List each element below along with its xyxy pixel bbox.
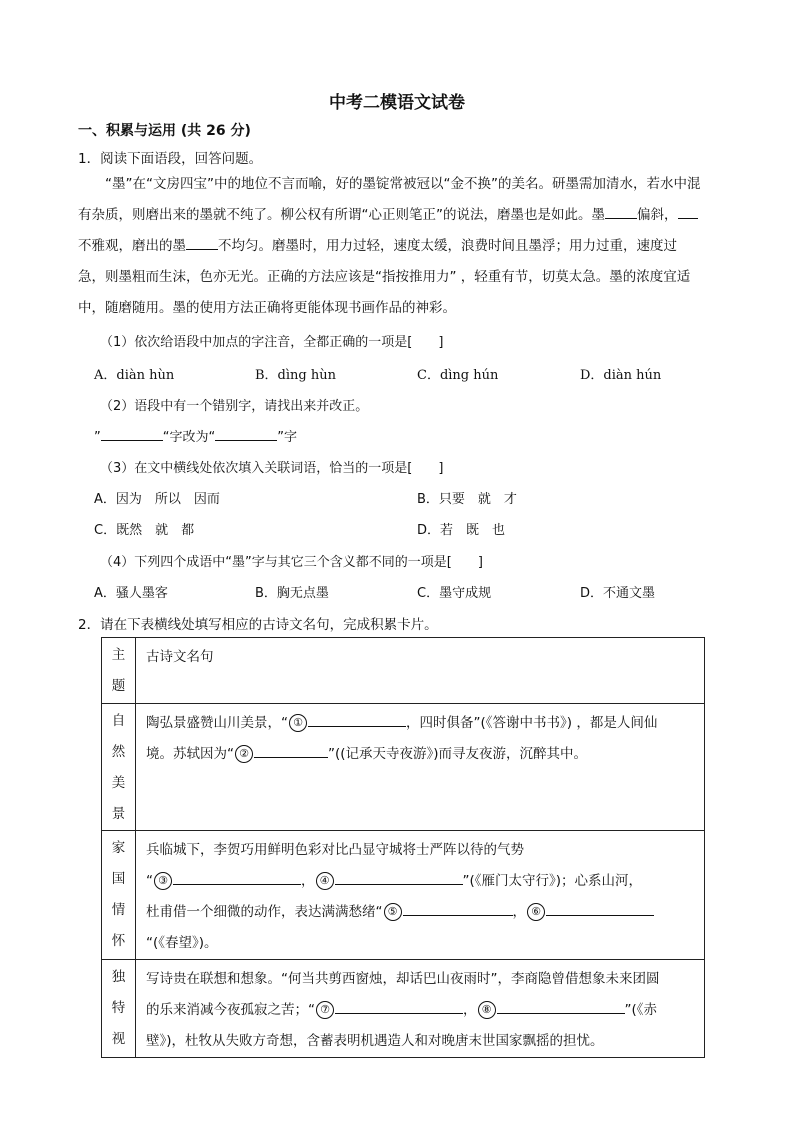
content-unique-perspective: 写诗贵在联想和想象。“何当共剪西窗烛，却话巴山夜雨时”，李商隐曾借想象未来团圆 的乐来消减今夜孤寂之苦；“ ⑦ ， ⑧ ”(《赤 壁》)，杜牧从失败方奇想，含蓄表明机遇造人和对晚唐末世国家飘摇的担忧。 [136,960,705,1058]
correct-char-blank[interactable] [215,428,277,441]
exam-title: 中考二模语文试卷 [329,93,465,113]
passage-line: “墨”在“文房四宝”中的地位不言而喻，好的墨锭常被冠以“金不换”的美名。研墨需加清水，若水中混 [105,176,701,192]
theme-unique-perspective: 独 特 视 [102,960,136,1058]
wrong-char-blank[interactable] [101,428,163,441]
passage-line: 中，随磨随用。墨的使用方法正确将更能体现书画作品的神彩。 [78,300,456,316]
option-a[interactable]: A．骚人墨客 [94,586,168,601]
blank-3[interactable] [173,872,301,885]
passage-line: 急，则墨粗而生沫，色亦无光。正确的方法应该是“指按推用力” ，轻重有节，切莫太急。墨的浓度宜适 [78,269,691,285]
theme-header: 主 题 [102,638,136,704]
content-patriotism: 兵临城下，李贺巧用鲜明色彩对比凸显守城将士严阵以待的气势 “ ③ ， ④ ”(《雁门太守行》)；心系山河， 杜甫借一个细微的动作，表达满满愁绪“ ⑤ ， ⑥ “(《春望》)。 [136,831,705,960]
blank-5[interactable] [403,903,513,916]
accumulation-card-table [101,637,705,1058]
option-d[interactable]: D．diàn hún [580,368,662,383]
option-b[interactable]: B．dìng hùn [255,368,336,383]
theme-nature: 自 然 美 景 [102,704,136,831]
sub-question-1: （1）依次给语段中加点的字注音，全都正确的一项是[ ] [100,335,444,350]
blank-7[interactable] [335,1001,463,1014]
question-1-stem: 1．阅读下面语段，回答问题。 [78,151,263,167]
sub-question-3: （3）在文中横线处依次填入关联词语，恰当的一项是[ ] [100,461,444,476]
blank-8[interactable] [497,1001,625,1014]
option-b[interactable]: B．只要 就 才 [417,492,517,507]
option-a[interactable]: A．因为 所以 因而 [94,492,220,507]
option-d[interactable]: D．若 既 也 [417,523,506,538]
option-c[interactable]: C．dìng hún [417,368,499,383]
passage-line: 有杂质，则磨出来的墨就不纯了。柳公权有所谓“心正则笔正”的说法，磨墨也是如此。墨 偏斜， [78,200,748,231]
blank-2[interactable] [254,745,328,758]
sub-question-2: （2）语段中有一个错别字，请找出来并改正。 [100,399,369,414]
passage-line: 不雅观，磨出的墨 不均匀。磨墨时，用力过轻，速度太缓，浪费时间且墨浮；用力过重，速度过 [78,238,677,254]
passage [78,169,748,324]
question-2-stem: 2．请在下表横线处填写相应的古诗文名句，完成积累卡片。 [78,617,438,633]
blank-1[interactable] [308,714,406,727]
answer-blank[interactable] [678,206,698,219]
section-heading: 一、积累与运用 (共 26 分) [78,123,251,139]
theme-patriotism: 家 国 情 怀 [102,831,136,960]
content-nature: 陶弘景盛赞山川美景，“ ① ，四时俱备”(《答谢中书书》) ，都是人间仙 境。苏轼因为“ ② ”((记承天寺夜游》)而寻友夜游，沉醉其中。 [136,704,705,831]
sub-question-4: （4）下列四个成语中“墨”字与其它三个含义都不同的一项是[ ] [100,555,483,570]
option-c[interactable]: C．既然 就 都 [94,523,195,538]
option-b[interactable]: B．胸无点墨 [255,586,329,601]
answer-blank[interactable] [186,237,218,250]
answer-blank[interactable] [605,206,637,219]
option-d[interactable]: D．不通文墨 [580,586,656,601]
content-header: 古诗文名句 [136,638,705,704]
option-a[interactable]: A．diàn hùn [94,368,175,383]
blank-6[interactable] [546,903,654,916]
blank-4[interactable] [335,872,463,885]
option-c[interactable]: C．墨守成规 [417,586,492,601]
correction-line: ” “字改为“ ”字 [94,430,297,445]
